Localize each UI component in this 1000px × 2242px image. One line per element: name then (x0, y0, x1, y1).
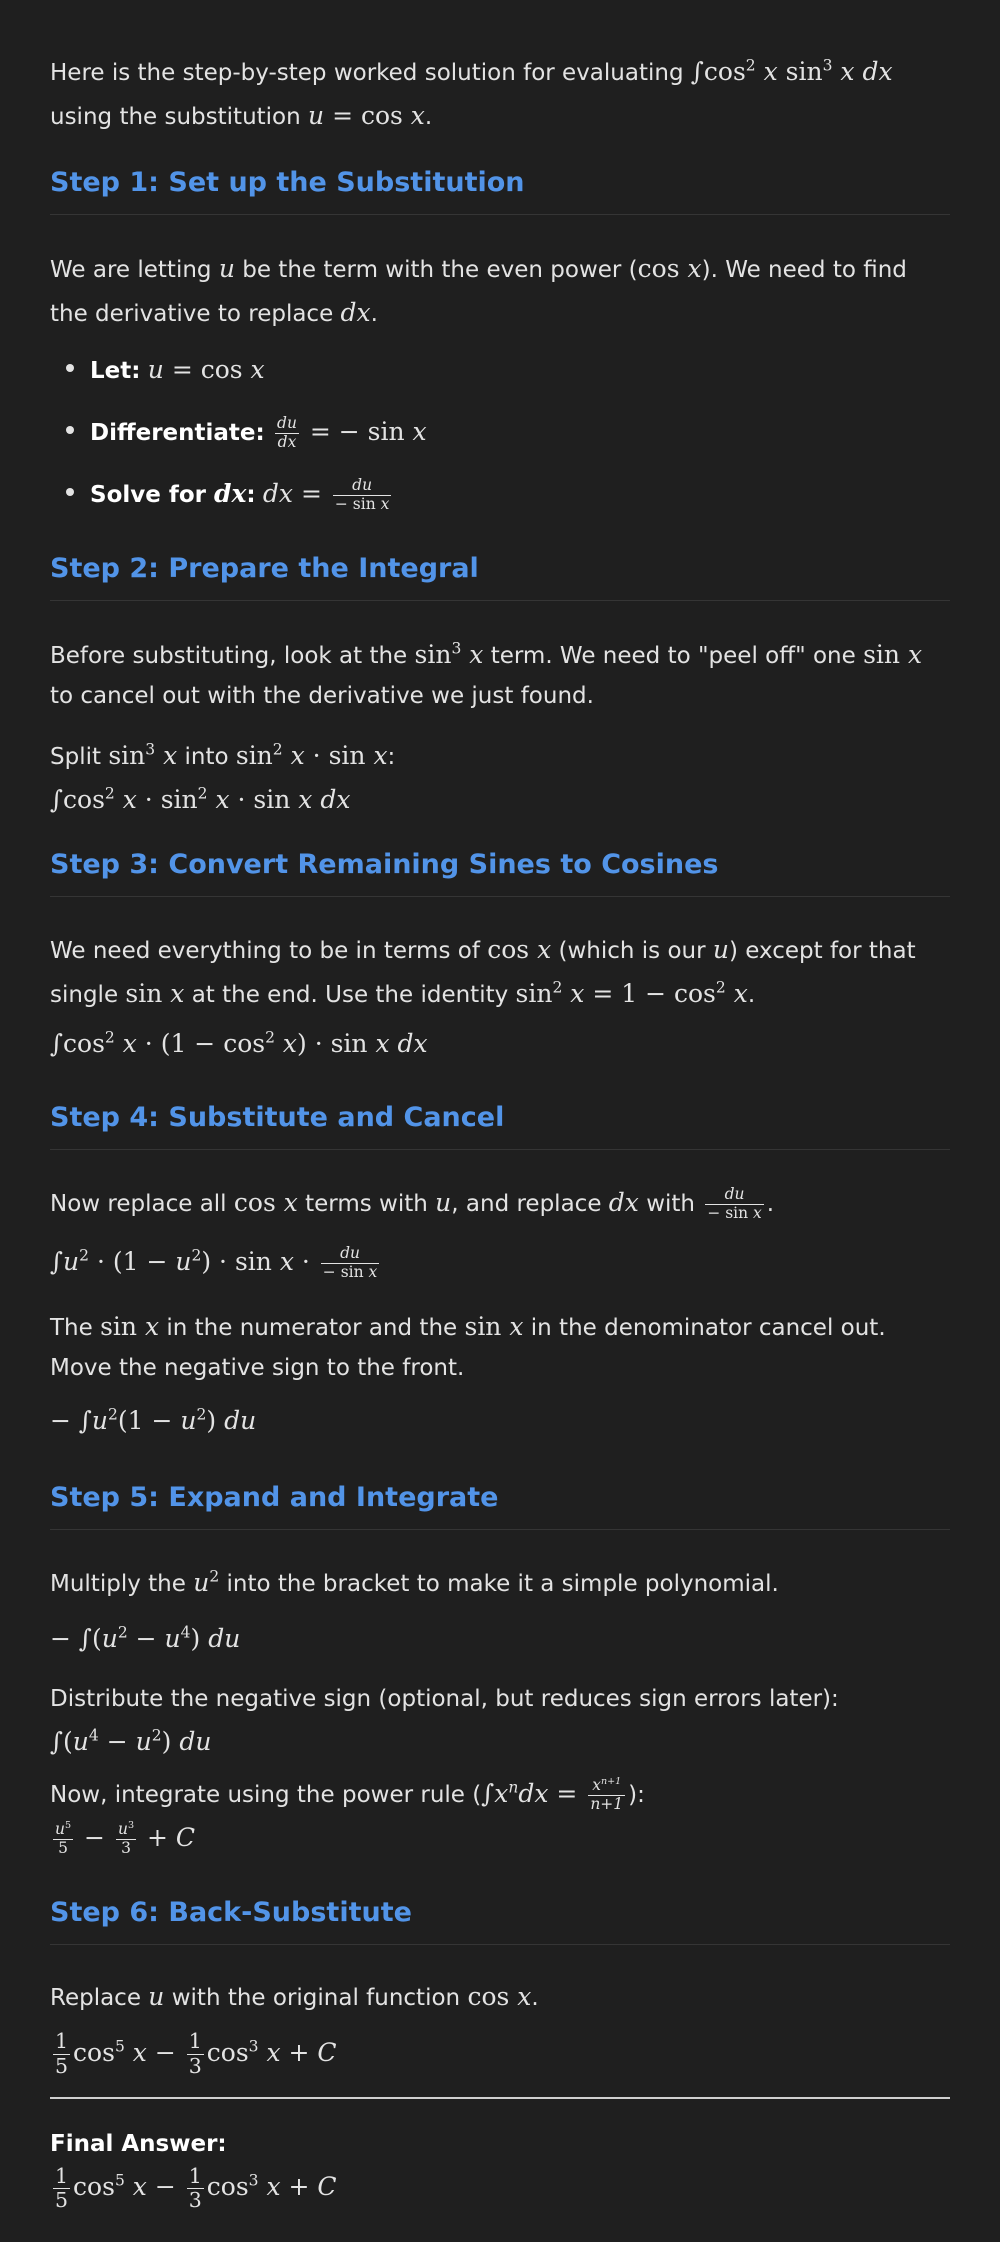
step-6-math (50, 2030, 950, 2078)
math-inline: cos x (467, 1982, 532, 2011)
text: with the original function (171, 1985, 461, 2011)
step-4-paragraph (50, 1181, 950, 1225)
step-4-math (50, 1240, 950, 1284)
math-inline: $\frac{du}{\text{− sin x}}$ (707, 1185, 762, 1222)
step-2-heading: Step 2: Prepare the Integral (50, 551, 950, 601)
text: Replace (50, 1985, 141, 2011)
text: Split (50, 744, 101, 770)
text: Now replace all (50, 1191, 227, 1217)
math-inline: dx = $\frac{du}{\text{− sin x}}$ (262, 476, 390, 513)
math-inline: cos x (487, 935, 552, 964)
math-inline: $\sin^3 x$ (414, 639, 484, 669)
text: with (646, 1191, 695, 1217)
math-inline: sin x (464, 1312, 524, 1341)
step-1-paragraph (50, 247, 950, 334)
math-inline: dx (214, 479, 247, 508)
text: Distribute the negative sign (optional, but reduces sign errors later): (50, 1686, 839, 1712)
text: ): (628, 1782, 645, 1808)
step-5-paragraph (50, 1561, 950, 1605)
math-inline: $\sin^2 x = 1 - \cos^2 x$ (515, 978, 748, 1008)
bullet-label: Let: (90, 358, 141, 384)
text: be the term with the even power ( (242, 257, 638, 283)
math-display: $\int\cos^2$ $x \cdot \sin^2 x \cdot \sin x$ dx (50, 784, 351, 814)
text: . (531, 1985, 539, 2011)
math-display: − $\int u^2(1 - u^2)$ du (50, 1405, 257, 1435)
text: into (184, 744, 229, 770)
step-3-heading: Step 3: Convert Remaining Sines to Cosines (50, 847, 950, 897)
final-answer (50, 2125, 950, 2213)
bullet-label: Differentiate: (90, 420, 265, 446)
divider (50, 2097, 950, 2099)
math-inline: u (435, 1188, 452, 1217)
text: Now, integrate using the power rule ( (50, 1782, 482, 1808)
text: We are letting (50, 257, 212, 283)
step-4-math-2 (50, 1399, 950, 1443)
math-inline: dx (608, 1188, 639, 1217)
math-inline: u = cos x (147, 355, 265, 384)
step-6-heading: Step 6: Back-Substitute (50, 1895, 950, 1945)
text: . (370, 300, 378, 327)
text: ) except for that single (50, 938, 916, 1008)
math-inline: $\int\cos^2$ x $\sin^3 x$ dx (690, 56, 893, 86)
math-display: $\int(u^4 - u^2)$ du (50, 1726, 212, 1756)
text: The (50, 1315, 93, 1341)
text: , and replace (451, 1191, 602, 1217)
math-display: $\frac{u^5}{5}$ − $\frac{u^3}{3}$ + C (55, 1819, 196, 1857)
math-inline: cos x (637, 254, 702, 283)
intro-text: . (424, 103, 433, 130)
math-inline: $\frac{du}{dx}$ = − sin x (277, 414, 427, 451)
text: term. We need to "peel off" one (490, 643, 856, 669)
step-2-split (50, 734, 950, 821)
step-5-heading: Step 5: Expand and Integrate (50, 1480, 950, 1530)
text: . (747, 981, 756, 1008)
text: Before substituting, look at the (50, 643, 408, 669)
math-display: − $\int(u^2 - u^4)$ du (50, 1623, 241, 1653)
math-inline: sin x (863, 640, 923, 669)
step-3-math (50, 1022, 950, 1066)
step-5-paragraph-3 (50, 1772, 950, 1859)
step-4-paragraph-2 (50, 1305, 950, 1388)
text: to cancel out with the derivative we just found. (50, 682, 594, 709)
math-inline: sin x (125, 978, 185, 1008)
step-6-paragraph (50, 1975, 950, 2019)
list-item (90, 348, 950, 392)
text: . (766, 1191, 775, 1217)
math-inline: $u^2$ (193, 1567, 220, 1597)
math-inline: sin x (100, 1312, 160, 1341)
math-display: $\frac{1}{5}$ $\cos^5 x$ − $\frac{1}{3}$ $\cos^3 x + C$ (55, 2029, 337, 2078)
math-inline: $\int x^ndx$ = $\frac{x^{n+1}}{n+1}$ (481, 1776, 624, 1813)
intro-text: Here is the step-by-step worked solution for evaluating (50, 60, 684, 86)
math-inline: u = cos x (308, 100, 425, 130)
math-display: $\frac{1}{5}$ $\cos^5 x$ − $\frac{1}{3}$ $\cos^3 x + C$ (55, 2163, 337, 2213)
step-2-paragraph (50, 633, 950, 716)
math-inline: dx (340, 297, 371, 327)
math-inline: u (712, 935, 729, 964)
text: Multiply the (50, 1571, 186, 1597)
step-3-paragraph (50, 928, 950, 1015)
list-item (90, 410, 950, 454)
step-4-heading: Step 4: Substitute and Cancel (50, 1100, 950, 1150)
intro-paragraph (50, 50, 950, 137)
text: in the numerator and the (166, 1315, 458, 1341)
text: into the bracket to make it a simple polynomial. (226, 1571, 779, 1597)
text: We need everything to be in terms of (50, 938, 480, 964)
intro-text: using the substitution (50, 103, 301, 130)
text: ). We need to find the derivative to replace (50, 257, 907, 327)
final-answer-label: Final Answer: (50, 2131, 227, 2157)
math-inline: u (218, 254, 235, 283)
bullet-label: : (246, 482, 256, 508)
step-5-math (50, 1617, 950, 1661)
text: : (387, 744, 396, 770)
math-inline: $\sin^3 x$ (108, 740, 178, 770)
math-display: $\int\cos^2$ $x \cdot (1 - \cos^2 x) \cdot \sin x$ dx (50, 1028, 428, 1058)
math-inline: u (148, 1982, 165, 2011)
step-1-heading: Step 1: Set up the Substitution (50, 165, 950, 215)
step-5-paragraph-2 (50, 1680, 950, 1763)
math-inline: cos x (233, 1188, 298, 1217)
list-item (90, 472, 950, 516)
bullet-label: Solve for (90, 482, 206, 508)
text: at the end. Use the identity (191, 981, 509, 1008)
text: (which is our (558, 938, 706, 964)
math-inline: $\sin^2 x \cdot \sin x$ (235, 740, 388, 770)
text: terms with (305, 1191, 428, 1217)
text: in the denominator cancel out. Move the negative sign to the front. (50, 1315, 886, 1381)
math-display: $\int u^2 \cdot (1 - u^2) \cdot \sin x$ · $\frac{du}{\text{− sin x}}$ (50, 1244, 378, 1281)
